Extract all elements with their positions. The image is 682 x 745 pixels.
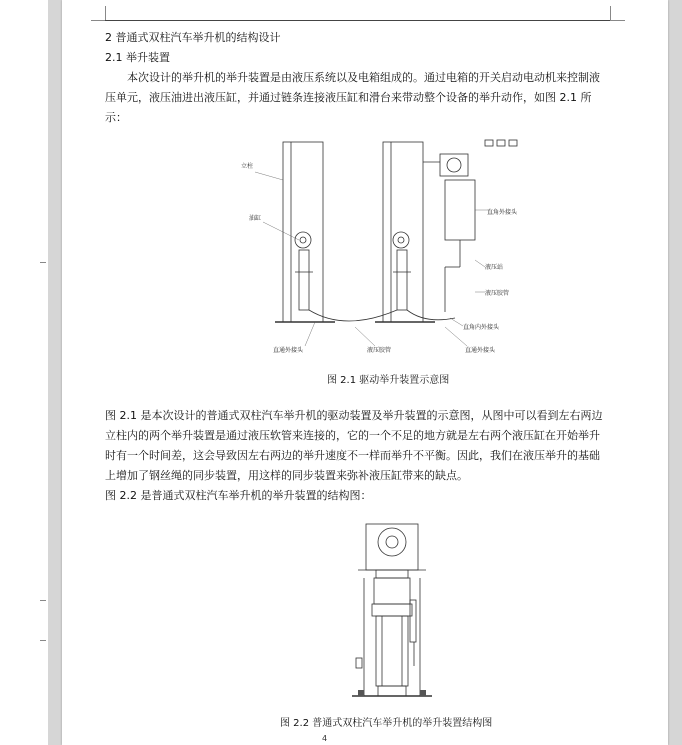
label-column: 立柱 [241,163,254,170]
figure-2-1-caption: 图 2.1 驱动举升装置示意图 [327,375,450,386]
margin-mark [40,262,46,263]
label-straight-external-right: 直通外接头 [465,347,496,354]
paragraph-3: 图 2.2 是普通式双柱汽车举升机的举升装置的结构图： [105,489,372,502]
page-number: 4 [322,734,328,743]
header-rule [105,20,610,21]
section-heading: 2.1 举升装置 [105,51,170,64]
label-hydraulic-tube: 液压胶管 [485,290,510,297]
margin-mark [40,600,46,601]
paragraph-1: 本次设计的举升机的举升装置是由液压系统以及电箱组成的。通过电箱的开关启动电动机来控制液压单元，液压油进出液压缸，并通过链条连接液压缸和滑台来带动整个设备的举升动作，如图 2.1 所示： [105,71,600,124]
label-hydraulic-station: 液压站 [485,264,504,271]
label-cylinder: 油缸 [249,215,262,222]
paragraph-2: 图 2.1 是本次设计的普通式双柱汽车举升机的驱动装置及举升装置的示意图，从图中可以看到左右两边立柱内的两个举升装置是通过液压软管来连接的，它的一个不足的地方就是左右两个液压缸在开始举升时有一个时间差，这会导致因左右两边的举升速度不一样而举升不平衡。因此，我们在液压举升的基础上增加了钢丝绳的同步装置，用这样的同步装置来弥补液压缸带来的缺点。 [105,409,603,482]
corner-mark-top-left [91,6,106,21]
corner-mark-top-right [610,6,625,21]
label-elbow-external: 直角外接头 [487,209,518,216]
previous-page [0,0,48,745]
margin-mark [40,640,46,641]
label-straight-external-left: 直通外接头 [273,347,304,354]
chapter-heading: 2 普通式双柱汽车举升机的结构设计 [105,31,281,44]
label-hose-bottom: 液压胶管 [367,347,392,354]
figure-2-1-diagram [235,132,535,360]
figure-2-2-diagram [348,518,438,708]
label-elbow-internal: 直角内外接头 [463,324,500,331]
figure-2-2-caption: 图 2.2 普通式双柱汽车举升机的举升装置结构图 [280,718,493,729]
